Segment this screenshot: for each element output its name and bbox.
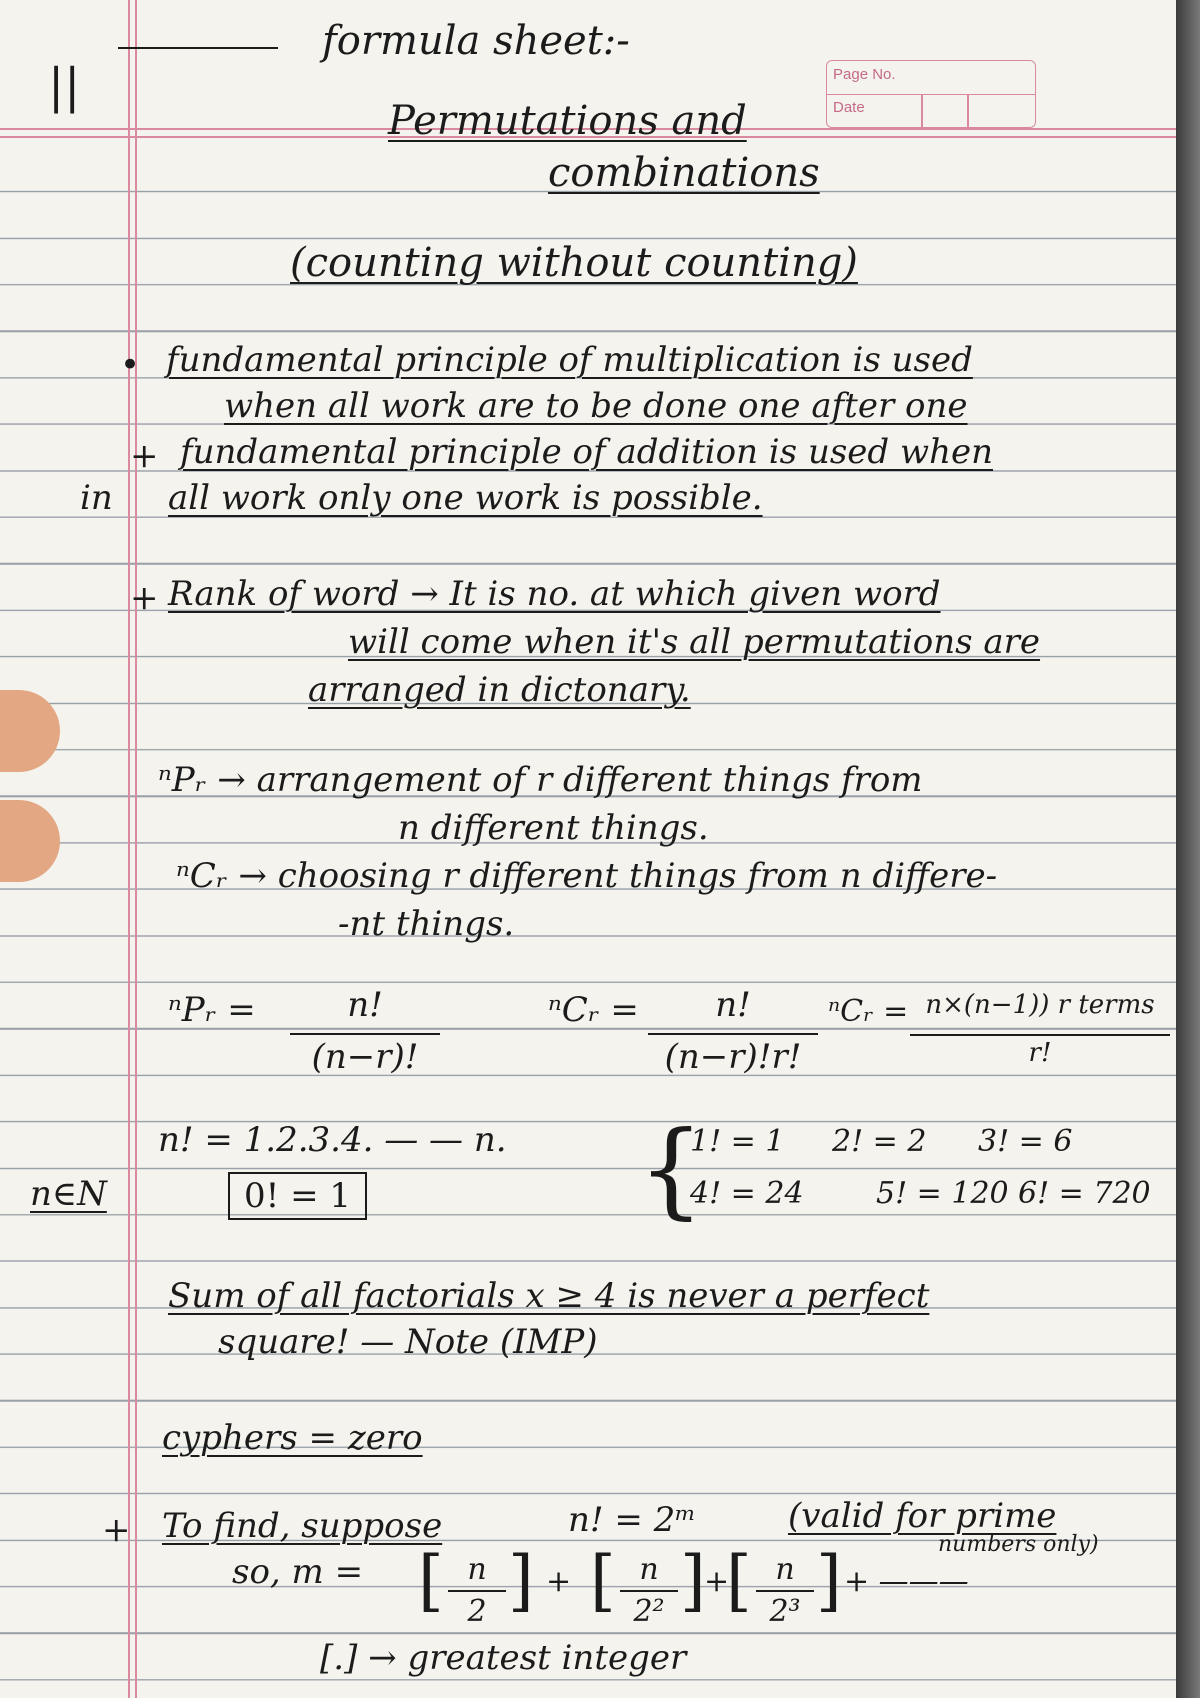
bullet: + (130, 578, 159, 618)
legendre-m-lhs: so, m = (232, 1552, 364, 1592)
multiplication-line-1: fundamental principle of multiplication is used (166, 340, 973, 380)
ncr-lhs: ⁿCᵣ = (548, 990, 639, 1030)
date-label: Date (833, 99, 865, 116)
addition-line-1: fundamental principle of addition is used when (180, 432, 993, 472)
fraction-bar (448, 1590, 506, 1592)
subtitle-line-2: combinations (548, 150, 820, 196)
series-tail: + ——— (844, 1564, 969, 1599)
cyphers-line: cyphers = zero (162, 1418, 423, 1458)
margin-line (128, 0, 130, 1698)
note-line-2: square! — Note (IMP) (218, 1322, 598, 1362)
factorial-value: 5! = 120 (876, 1176, 1009, 1211)
bracket-open: [ (590, 1542, 616, 1619)
finger-shadow (0, 800, 60, 882)
term-denominator: 2² (633, 1594, 665, 1629)
page-no-row (827, 61, 1035, 95)
rank-line-1: Rank of word → It is no. at which given word (168, 574, 941, 614)
legendre-equation: n! = 2ᵐ (568, 1500, 697, 1540)
title-dash (118, 47, 278, 49)
fraction-bar (620, 1590, 678, 1592)
date-cell-divider (921, 94, 923, 127)
legendre-term-3 (756, 1552, 814, 1632)
addition-line-2: all work only one work is possible. (168, 478, 763, 518)
factorial-definition: n! = 1.2.3.4. — — n. (158, 1120, 507, 1160)
curly-brace: { (638, 1108, 705, 1230)
npr-definition-2: n different things. (398, 808, 709, 848)
legendre-term-1 (448, 1552, 506, 1632)
bullet: + (130, 436, 159, 476)
zero-factorial-box: 0! = 1 (228, 1172, 367, 1220)
legendre-validity: (valid for prime (788, 1496, 1057, 1536)
margin-line (135, 0, 137, 1698)
ncr-definition-1: ⁿCᵣ → choosing r different things from n differe- (176, 856, 998, 896)
ncr-numerator: n! (715, 985, 751, 1025)
fraction-bar (910, 1034, 1170, 1036)
term-denominator: 2 (467, 1594, 487, 1629)
page-title: formula sheet:- (322, 18, 630, 64)
term-numerator: n (775, 1552, 795, 1587)
factorial-value: 4! = 24 (690, 1176, 804, 1211)
npr-denominator: (n−r)! (311, 1037, 419, 1077)
factorial-value: 3! = 6 (978, 1124, 1073, 1159)
plus-sign: + (546, 1564, 572, 1599)
tagline: (counting without counting) (290, 240, 858, 286)
npr-lhs: ⁿPᵣ = (168, 990, 256, 1030)
legendre-intro: To find, suppose (162, 1506, 443, 1546)
page-edge (1176, 0, 1200, 1698)
rank-line-3: arranged in dictonary. (308, 670, 691, 710)
factorial-value: 1! = 1 (690, 1124, 785, 1159)
term-numerator: n (639, 1552, 659, 1587)
ncr-alt-numerator: n×(n−1)) r terms (925, 990, 1155, 1020)
ncr-denominator: (n−r)!r! (664, 1037, 802, 1077)
bracket-open: [ (726, 1542, 752, 1619)
bullet: + (102, 1510, 131, 1550)
addition-prefix: in (80, 478, 113, 518)
ncr-fraction (648, 985, 818, 1085)
side-mark: || (48, 58, 81, 114)
bracket-open: [ (418, 1542, 444, 1619)
legendre-validity-2: numbers only) (938, 1532, 1099, 1557)
bracket-close: ] (508, 1542, 534, 1619)
factorial-domain: n∈N (30, 1174, 107, 1214)
fraction-bar (648, 1033, 818, 1035)
npr-numerator: n! (347, 985, 383, 1025)
fraction-bar (290, 1033, 440, 1035)
multiplication-line-2: when all work are to be done one after one (224, 386, 968, 426)
fraction-bar (756, 1590, 814, 1592)
date-row (827, 94, 1035, 127)
ncr-alt-denominator: r! (1028, 1038, 1052, 1068)
ncr-alt-fraction (910, 990, 1170, 1090)
rank-line-2: will come when it's all permutations are (348, 622, 1041, 662)
finger-shadow (0, 690, 60, 772)
note-line-1: Sum of all factorials x ≥ 4 is never a perfect (168, 1276, 930, 1316)
bullet: • (120, 345, 141, 385)
factorial-value: 2! = 2 (832, 1124, 927, 1159)
ncr-alt-lhs: ⁿCᵣ = (828, 994, 909, 1029)
bracket-close: ] (680, 1542, 706, 1619)
bracket-close: ] (816, 1542, 842, 1619)
npr-fraction (290, 985, 440, 1085)
factorial-value: 6! = 720 (1018, 1176, 1151, 1211)
term-numerator: n (467, 1552, 487, 1587)
plus-sign: + (704, 1564, 730, 1599)
npr-definition-1: ⁿPᵣ → arrangement of r different things from (158, 760, 923, 800)
page-no-label: Page No. (833, 66, 896, 83)
date-cell-divider (967, 94, 969, 127)
legendre-term-2 (620, 1552, 678, 1632)
subtitle-line-1: Permutations and (388, 98, 747, 144)
term-denominator: 2³ (769, 1594, 801, 1629)
greatest-integer-note: [.] → greatest integer (320, 1638, 687, 1678)
ncr-definition-2: -nt things. (338, 904, 515, 944)
page-number-box (826, 60, 1036, 128)
